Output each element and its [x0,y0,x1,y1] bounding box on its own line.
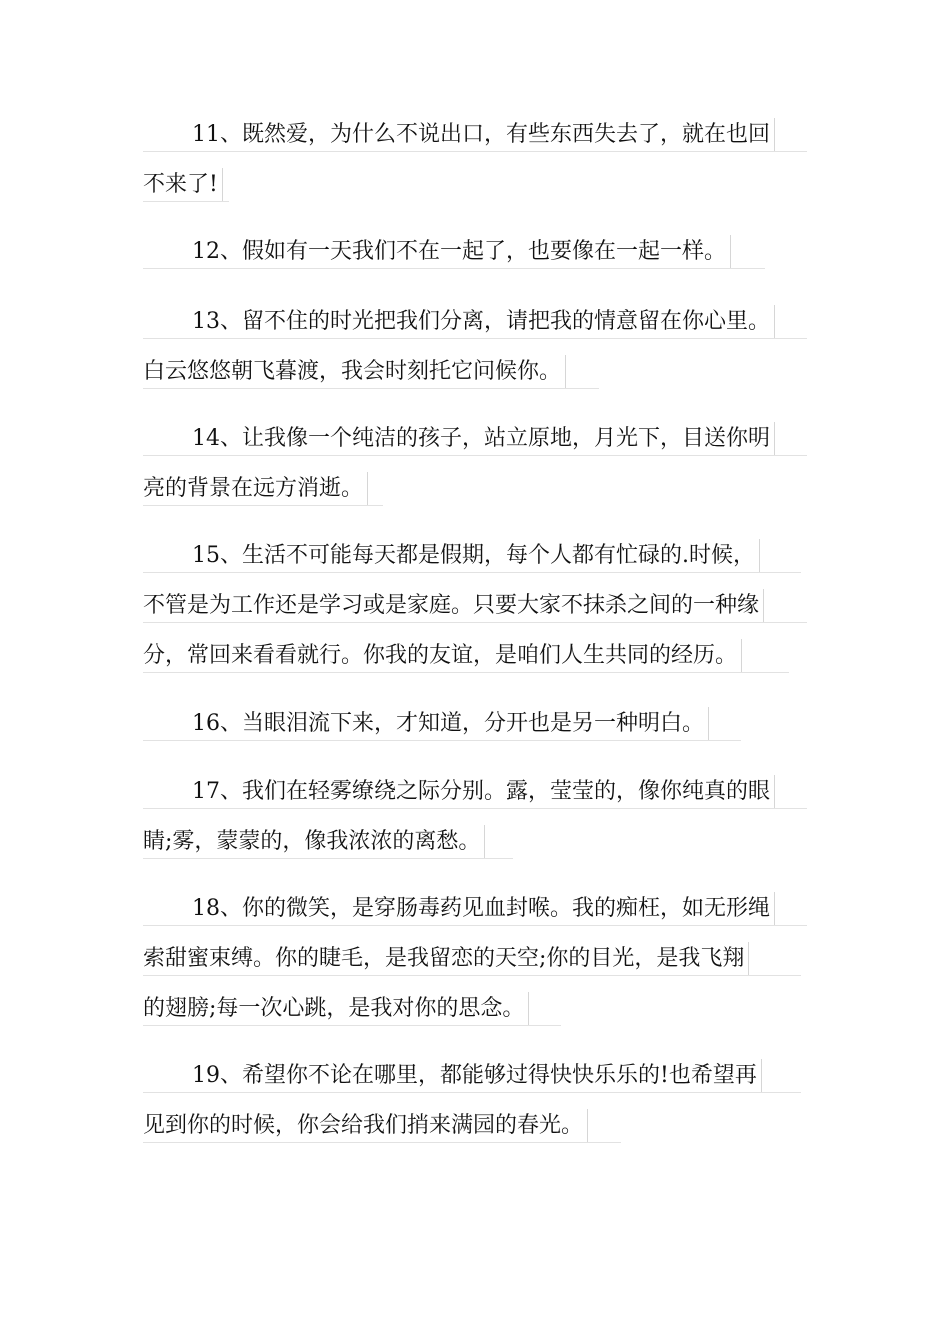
text-line: 不来了! [143,161,807,208]
text-line: 分，常回来看看就行。你我的友谊，是咱们人生共同的经历。 [143,632,807,679]
text-line: 的翅膀;每一次心跳，是我对你的思念。 [143,985,807,1032]
paragraph-17 [143,768,807,868]
text-line: 索甜蜜束缚。你的睫毛，是我留恋的天空;你的目光，是我飞翔 [143,935,807,982]
text-line: 18、你的微笑，是穿肠毒药见血封喉。我的痴枉，如无形绳 [143,885,807,932]
text-line: 睛;雾，蒙蒙的，像我浓浓的离愁。 [143,818,807,865]
text-line: 12、假如有一天我们不在一起了，也要像在一起一样。 [143,228,807,275]
paragraph-16 [143,700,807,750]
text-line: 白云悠悠朝飞暮渡，我会时刻托它问候你。 [143,348,807,395]
paragraph-19 [143,1052,807,1152]
text-line: 15、生活不可能每天都是假期，每个人都有忙碌的.时候， [143,532,807,579]
paragraph-12 [143,228,807,278]
text-line: 13、留不住的时光把我们分离，请把我的情意留在你心里。 [143,298,807,345]
text-line: 不管是为工作还是学习或是家庭。只要大家不抹杀之间的一种缘 [143,582,807,629]
text-line: 16、当眼泪流下来，才知道，分开也是另一种明白。 [143,700,807,747]
text-line: 亮的背景在远方消逝。 [143,465,807,512]
paragraph-13 [143,298,807,398]
paragraph-15 [143,532,807,682]
text-line: 14、让我像一个纯洁的孩子，站立原地，月光下，目送你明 [143,415,807,462]
text-line: 见到你的时候，你会给我们捎来满园的春光。 [143,1102,807,1149]
text-line: 19、希望你不论在哪里，都能够过得快快乐乐的!也希望再 [143,1052,807,1099]
paragraph-11 [143,111,807,211]
text-line: 11、既然爱，为什么不说出口，有些东西失去了，就在也回 [143,111,807,158]
text-line: 17、我们在轻雾缭绕之际分别。露，莹莹的，像你纯真的眼 [143,768,807,815]
paragraph-18 [143,885,807,1035]
paragraph-14 [143,415,807,515]
